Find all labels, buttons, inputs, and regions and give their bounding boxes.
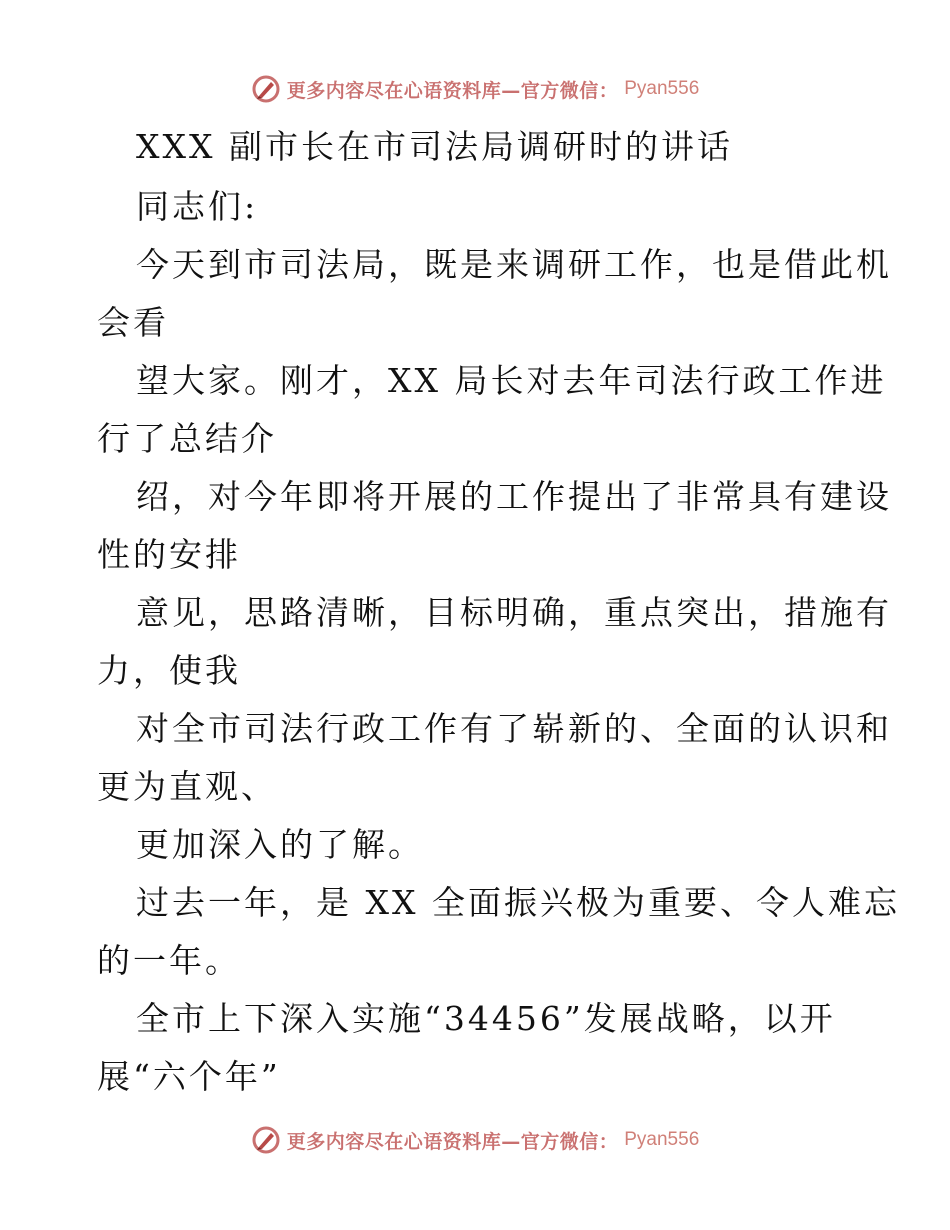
- watermark-brand: Pyan556: [624, 1129, 700, 1150]
- text-line: 全市上下深入实施“34456”发展战略，以开: [136, 999, 836, 1038]
- pen-logo-icon: [251, 1125, 281, 1155]
- text-line: 过去一年，是 XX 全面振兴极为重要、令人难忘: [136, 883, 900, 922]
- text-line: 更为直观、: [97, 767, 277, 806]
- text-line: 意见，思路清晰，目标明确，重点突出，措施有: [136, 593, 892, 632]
- text-line: 的一年。: [97, 941, 241, 980]
- text-line: 会看: [97, 303, 169, 342]
- text-line: 同志们:: [136, 187, 259, 226]
- text-line: 今天到市司法局，既是来调研工作，也是借此机: [136, 245, 892, 284]
- footer-watermark: [0, 1125, 950, 1155]
- watermark-text: 更多内容尽在心语资料库—官方微信：: [286, 79, 619, 102]
- text-line: 性的安排: [97, 535, 241, 574]
- pen-logo-icon: [251, 74, 281, 104]
- header-watermark: [0, 74, 950, 104]
- text-line: 力，使我: [97, 651, 241, 690]
- text-line: 望大家。刚才，XX 局长对去年司法行政工作进: [136, 361, 887, 400]
- text-line: 绍，对今年即将开展的工作提出了非常具有建设: [136, 477, 892, 516]
- watermark-brand: Pyan556: [624, 78, 700, 99]
- text-line: 行了总结介: [97, 419, 277, 458]
- watermark-text: 更多内容尽在心语资料库—官方微信：: [286, 1130, 619, 1153]
- text-line: 更加深入的了解。: [136, 825, 424, 864]
- text-line: 展“六个年”: [97, 1057, 281, 1096]
- document-title: XXX 副市长在市司法局调研时的讲话: [136, 127, 733, 166]
- text-line: 对全市司法行政工作有了崭新的、全面的认识和: [136, 709, 892, 748]
